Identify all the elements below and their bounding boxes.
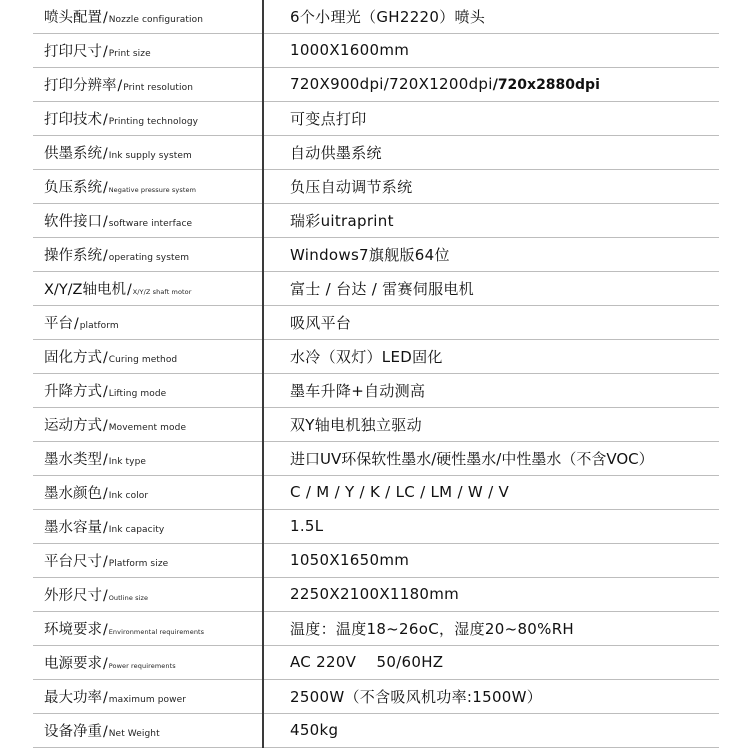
row-label: 打印技术/Printing technology [33, 101, 263, 135]
table-row [33, 713, 719, 747]
table-row [33, 0, 719, 33]
label-zh: 设备净重 [44, 723, 102, 740]
label-en: Negative pressure system [108, 185, 196, 194]
label-en: Ink type [108, 456, 147, 467]
value-text: 负压自动调节系统 [290, 177, 413, 196]
row-value [263, 475, 719, 509]
row-value [263, 33, 719, 67]
row-label: 外形尺寸/Outline size [33, 577, 263, 611]
label-en: software interface [108, 218, 193, 229]
label-en: Ink supply system [108, 150, 192, 161]
label-en: Lifting mode [108, 388, 167, 399]
label-en: maximum power [108, 694, 187, 705]
row-value [263, 169, 719, 203]
spec-table [33, 0, 719, 748]
row-value [263, 645, 719, 679]
value-text: C / M / Y / K / LC / LM / W / V [290, 483, 510, 501]
label-zh: 打印技术 [44, 111, 102, 128]
row-label: 墨水类型/Ink type [33, 441, 263, 475]
label-zh: 墨水颜色 [44, 485, 102, 502]
row-value [263, 713, 719, 747]
value-text: 进口UV环保软性墨水/硬性墨水/中性墨水（不含VOC） [290, 449, 654, 468]
value-text: 1050X1650mm [290, 551, 410, 569]
table-row [33, 679, 719, 713]
label-zh: 固化方式 [44, 349, 102, 366]
row-value [263, 271, 719, 305]
label-zh: 最大功率 [44, 689, 102, 706]
value-text: 自动供墨系统 [290, 143, 382, 162]
table-row [33, 577, 719, 611]
row-label: 环境要求/Environmental requirements [33, 611, 263, 645]
label-en: Nozzle configuration [108, 14, 204, 25]
value-text: 720X900dpi/720X1200dpi [290, 75, 493, 93]
label-en: X/Y/Z shaft motor [132, 287, 192, 296]
label-zh: 平台尺寸 [44, 553, 102, 570]
value-text-extra: /720x2880dpi [492, 77, 600, 93]
table-row [33, 33, 719, 67]
table-row [33, 509, 719, 543]
spec-table-body [33, 0, 719, 747]
table-row [33, 135, 719, 169]
label-en: Ink capacity [108, 524, 165, 535]
value-text: 450kg [290, 721, 339, 739]
row-value [263, 679, 719, 713]
row-label: 设备净重/Net Weight [33, 713, 263, 747]
value-text: 6个小理光（GH2220）喷头 [290, 7, 486, 26]
table-row [33, 237, 719, 271]
row-value [263, 0, 719, 33]
row-label: 墨水容量/Ink capacity [33, 509, 263, 543]
label-zh: 打印尺寸 [44, 43, 102, 60]
row-value [263, 237, 719, 271]
row-label: 运动方式/Movement mode [33, 407, 263, 441]
row-value [263, 305, 719, 339]
row-label: 平台尺寸/Platform size [33, 543, 263, 577]
table-row [33, 101, 719, 135]
label-zh: 环境要求 [44, 621, 102, 638]
value-text: AC 220V 50/60HZ [290, 653, 444, 671]
value-text: 2500W（不含吸风机功率:1500W） [290, 687, 543, 706]
table-row [33, 203, 719, 237]
row-label: 电源要求/Power requirements [33, 645, 263, 679]
row-label: 平台/platform [33, 305, 263, 339]
label-zh: 操作系统 [44, 247, 102, 264]
table-row [33, 169, 719, 203]
label-zh: 打印分辨率 [44, 77, 117, 94]
row-value [263, 101, 719, 135]
row-value [263, 577, 719, 611]
label-en: operating system [108, 252, 190, 263]
label-zh: X/Y/Z轴电机 [44, 281, 126, 298]
label-en: Print size [108, 48, 151, 59]
label-en: Curing method [108, 354, 178, 365]
row-label: X/Y/Z轴电机/X/Y/Z shaft motor [33, 271, 263, 305]
row-value [263, 509, 719, 543]
label-en: Print resolution [123, 82, 194, 93]
row-label: 最大功率/maximum power [33, 679, 263, 713]
row-label: 墨水颜色/Ink color [33, 475, 263, 509]
label-zh: 运动方式 [44, 417, 102, 434]
row-value [263, 135, 719, 169]
table-row [33, 271, 719, 305]
row-label: 软件接口/software interface [33, 203, 263, 237]
label-zh: 外形尺寸 [44, 587, 102, 604]
row-label: 负压系统/Negative pressure system [33, 169, 263, 203]
label-en: Environmental requirements [108, 627, 205, 636]
label-zh: 升降方式 [44, 383, 102, 400]
row-label: 升降方式/Lifting mode [33, 373, 263, 407]
value-text: 1.5L [290, 517, 324, 535]
value-text: Windows7旗舰版64位 [290, 245, 450, 264]
label-zh: 墨水容量 [44, 519, 102, 536]
value-text: 2250X2100X1180mm [290, 585, 460, 603]
table-row [33, 645, 719, 679]
label-zh: 墨水类型 [44, 451, 102, 468]
label-zh: 软件接口 [44, 213, 102, 230]
row-value [263, 339, 719, 373]
label-en: platform [79, 320, 119, 331]
value-text: 富士 / 台达 / 雷赛伺服电机 [290, 279, 474, 298]
table-row [33, 475, 719, 509]
table-row [33, 407, 719, 441]
row-value [263, 373, 719, 407]
label-zh: 平台 [44, 315, 73, 332]
value-text: 双Y轴电机独立驱动 [290, 415, 422, 434]
label-en: Power requirements [108, 661, 176, 670]
row-label: 打印尺寸/Print size [33, 33, 263, 67]
row-label: 供墨系统/Ink supply system [33, 135, 263, 169]
value-text: 墨车升降+自动测高 [290, 381, 426, 400]
value-text: 吸风平台 [290, 313, 352, 332]
table-row [33, 339, 719, 373]
table-row [33, 543, 719, 577]
table-row [33, 305, 719, 339]
row-label: 喷头配置/Nozzle configuration [33, 0, 263, 33]
label-zh: 喷头配置 [44, 9, 102, 26]
label-en: Movement mode [108, 422, 187, 433]
label-zh: 供墨系统 [44, 145, 102, 162]
row-value [263, 611, 719, 645]
row-value [263, 67, 719, 101]
label-zh: 电源要求 [44, 655, 102, 672]
label-en: Printing technology [108, 116, 199, 127]
row-value [263, 441, 719, 475]
row-label: 打印分辨率/Print resolution [33, 67, 263, 101]
value-text: 可变点打印 [290, 109, 367, 128]
table-row [33, 611, 719, 645]
value-text: 瑞彩uitraprint [290, 211, 394, 230]
label-zh: 负压系统 [44, 179, 102, 196]
row-value [263, 543, 719, 577]
table-row [33, 441, 719, 475]
label-en: Net Weight [108, 728, 160, 739]
table-row [33, 67, 719, 101]
row-label: 固化方式/Curing method [33, 339, 263, 373]
row-label: 操作系统/operating system [33, 237, 263, 271]
value-text: 1000X1600mm [290, 41, 410, 59]
label-en: Platform size [108, 558, 169, 569]
table-row [33, 373, 719, 407]
label-en: Ink color [108, 490, 149, 501]
row-value [263, 407, 719, 441]
label-en: Outline size [108, 593, 149, 602]
value-text: 温度：温度18~26oC，湿度20~80%RH [290, 619, 574, 638]
row-value [263, 203, 719, 237]
value-text: 水冷（双灯）LED固化 [290, 347, 443, 366]
